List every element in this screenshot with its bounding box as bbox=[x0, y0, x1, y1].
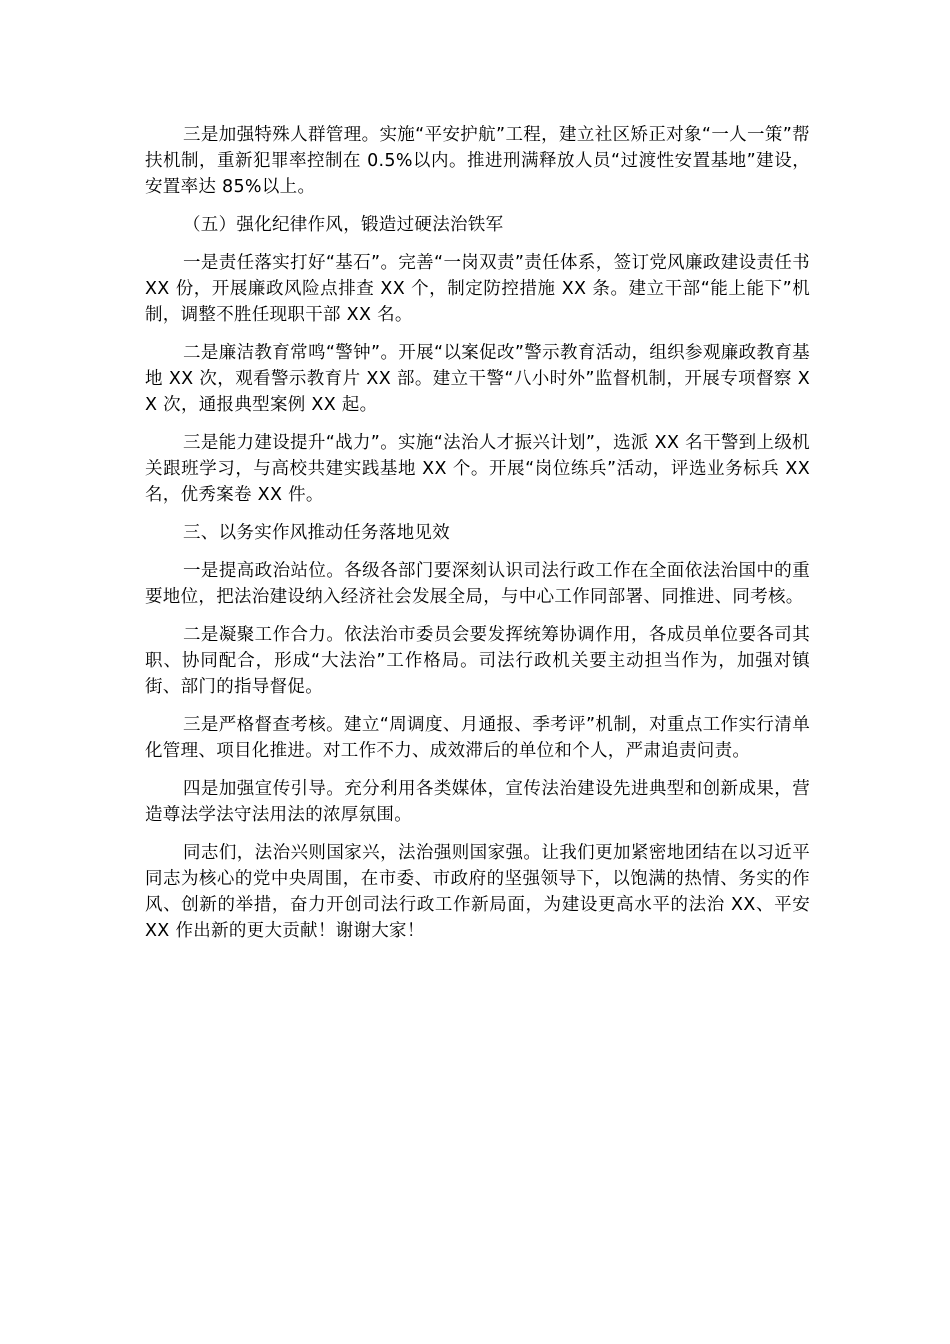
paragraph-publicity: 四是加强宣传引导。充分利用各类媒体，宣传法治建设先进典型和创新成果，营造尊法学法守法用法的浓厚氛围。 bbox=[145, 779, 810, 825]
section-heading-discipline: （五）强化纪律作风，锻造过硬法治铁军 bbox=[183, 215, 504, 235]
paragraph-political-stance: 一是提高政治站位。各级各部门要深刻认识司法行政工作在全面依法治国中的重要地位，把法治建设纳入经济社会发展全局，与中心工作同部署、同推进、同考核。 bbox=[145, 561, 810, 607]
section-heading-implementation: 三、以务实作风推动任务落地见效 bbox=[183, 523, 450, 543]
document-body bbox=[145, 122, 810, 956]
paragraph-supervision: 三是严格督查考核。建立“周调度、月通报、季考评”机制，对重点工作实行清单化管理、项目化推进。对工作不力、成效滞后的单位和个人，严肃追责问责。 bbox=[145, 715, 810, 761]
paragraph-capability: 三是能力建设提升“战力”。实施“法治人才振兴计划”，选派 XX 名干警到上级机关跟班学习，与高校共建实践基地 XX 个。开展“岗位练兵”活动，评选业务标兵 XX 名，优秀案卷 XX 件。 bbox=[145, 433, 810, 505]
paragraph-responsibility: 一是责任落实打好“基石”。完善“一岗双责”责任体系，签订党风廉政建设责任书 XX 份，开展廉政风险点排查 XX 个，制定防控措施 XX 条。建立干部“能上能下”机制，调整不胜任现职干部 XX 名。 bbox=[145, 253, 810, 325]
paragraph-joint-effort: 二是凝聚工作合力。依法治市委员会要发挥统筹协调作用，各成员单位要各司其职、协同配合，形成“大法治”工作格局。司法行政机关要主动担当作为，加强对镇街、部门的指导督促。 bbox=[145, 625, 810, 697]
paragraph-integrity-education: 二是廉洁教育常鸣“警钟”。开展“以案促改”警示教育活动，组织参观廉政教育基地 XX 次，观看警示教育片 XX 部。建立干警“八小时外”监督机制，开展专项督察 XX 次，通报典型案例 XX 起。 bbox=[145, 343, 810, 415]
paragraph-closing: 同志们，法治兴则国家兴，法治强则国家强。让我们更加紧密地团结在以习近平同志为核心的党中央周围，在市委、市政府的坚强领导下，以饱满的热情、务实的作风、创新的举措，奋力开创司法行政工作新局面，为建设更高水平的法治 XX、平安 XX 作出新的更大贡献！谢谢大家！ bbox=[145, 843, 810, 941]
paragraph-special-groups: 三是加强特殊人群管理。实施“平安护航”工程，建立社区矫正对象“一人一策”帮扶机制，重新犯罪率控制在 0.5%以内。推进刑满释放人员“过渡性安置基地”建设，安置率达 85%以上。 bbox=[145, 125, 810, 197]
